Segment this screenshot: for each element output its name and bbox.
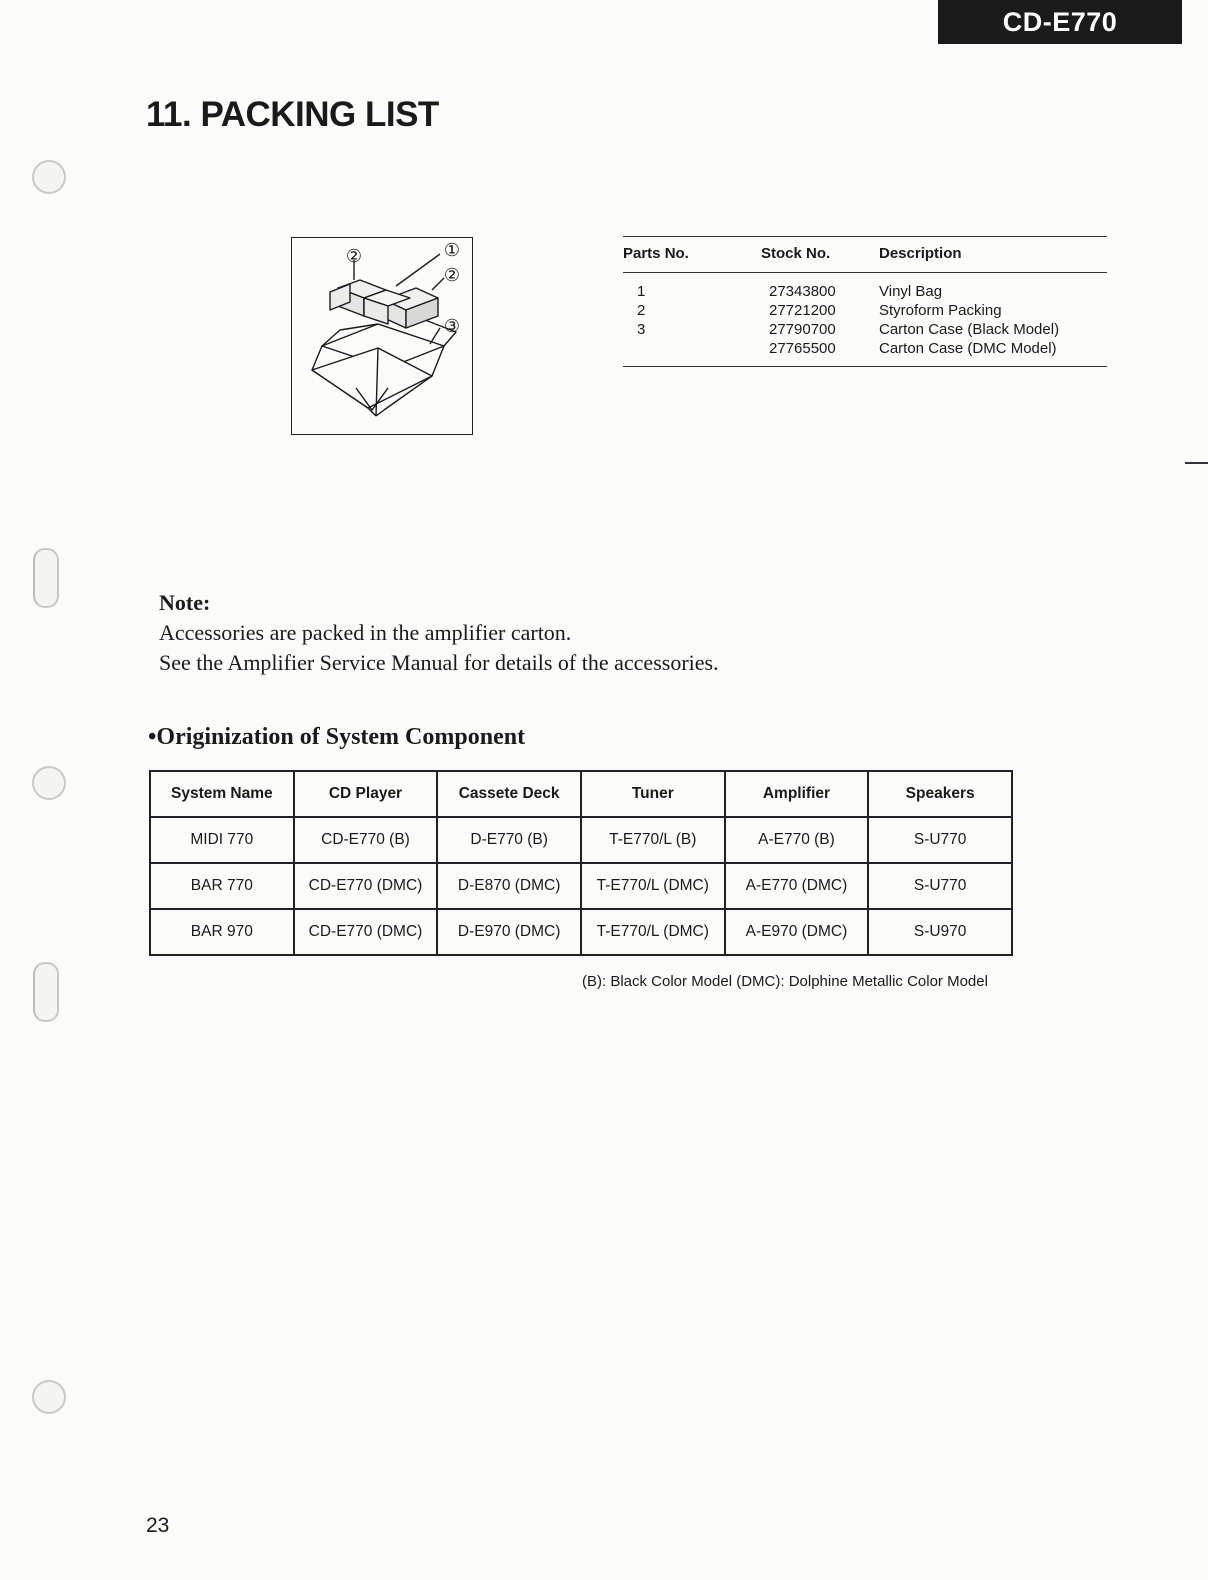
packing-illustration bbox=[291, 237, 473, 435]
column-header-stock-no: Stock No. bbox=[761, 237, 879, 273]
packing-parts-table bbox=[623, 236, 1107, 367]
parts-no-cell bbox=[623, 339, 761, 367]
description-cell: Carton Case (DMC Model) bbox=[879, 340, 1057, 357]
cassete-deck-cell: D-E970 (DMC) bbox=[437, 909, 581, 955]
callout-1: ① bbox=[443, 240, 461, 261]
cassete-deck-cell: D-E770 (B) bbox=[437, 817, 581, 863]
callout-2-left: ② bbox=[345, 246, 363, 267]
punch-hole bbox=[32, 160, 66, 194]
tuner-cell: T-E770/L (DMC) bbox=[581, 863, 725, 909]
table-row bbox=[623, 339, 1107, 367]
system-component-table bbox=[149, 770, 1013, 956]
table-row bbox=[150, 817, 1012, 863]
amplifier-cell: A-E770 (B) bbox=[725, 817, 869, 863]
note-line: See the Amplifier Service Manual for details of the accessories. bbox=[159, 650, 719, 675]
note-line: Accessories are packed in the amplifier carton. bbox=[159, 620, 572, 645]
note-heading: Note: bbox=[159, 590, 211, 615]
margin-tick-mark bbox=[1185, 462, 1208, 464]
column-header-speakers: Speakers bbox=[868, 771, 1012, 817]
cd-player-cell: CD-E770 (B) bbox=[294, 817, 438, 863]
speakers-cell: S-U970 bbox=[868, 909, 1012, 955]
stock-no-cell: 27790700 bbox=[769, 321, 836, 338]
table-header-row bbox=[150, 771, 1012, 817]
parts-no-cell: 2 bbox=[637, 302, 646, 319]
stock-no-cell: 27343800 bbox=[769, 283, 836, 300]
amplifier-cell: A-E770 (DMC) bbox=[725, 863, 869, 909]
parts-no-cell: 1 bbox=[637, 283, 646, 300]
model-badge: CD-E770 bbox=[938, 0, 1182, 44]
description-cell: Styroform Packing bbox=[879, 302, 1002, 319]
table-row bbox=[623, 273, 1107, 302]
cd-player-cell: CD-E770 (DMC) bbox=[294, 909, 438, 955]
system-name-cell: BAR 770 bbox=[150, 863, 294, 909]
description-cell: Vinyl Bag bbox=[879, 283, 943, 300]
punch-hole bbox=[32, 1380, 66, 1414]
table-row bbox=[623, 301, 1107, 320]
speakers-cell: S-U770 bbox=[868, 863, 1012, 909]
callout-2-right: ② bbox=[443, 265, 461, 286]
column-header-system-name: System Name bbox=[150, 771, 294, 817]
table-header-row bbox=[623, 237, 1107, 273]
stock-no-cell: 27765500 bbox=[769, 340, 836, 357]
description-cell: Carton Case (Black Model) bbox=[879, 321, 1060, 338]
punch-hole bbox=[33, 548, 59, 608]
cd-player-cell: CD-E770 (DMC) bbox=[294, 863, 438, 909]
parts-no-cell: 3 bbox=[637, 321, 646, 338]
column-header-amplifier: Amplifier bbox=[725, 771, 869, 817]
table-row bbox=[150, 909, 1012, 955]
table-row bbox=[623, 320, 1107, 339]
cassete-deck-cell: D-E870 (DMC) bbox=[437, 863, 581, 909]
tuner-cell: T-E770/L (B) bbox=[581, 817, 725, 863]
callout-3: ③ bbox=[443, 316, 461, 337]
speakers-cell: S-U770 bbox=[868, 817, 1012, 863]
system-name-cell: MIDI 770 bbox=[150, 817, 294, 863]
table-row bbox=[150, 863, 1012, 909]
column-header-tuner: Tuner bbox=[581, 771, 725, 817]
system-component-title: •Originization of System Component bbox=[148, 724, 526, 750]
color-model-legend: (B): Black Color Model (DMC): Dolphine Metallic Color Model bbox=[582, 973, 988, 990]
column-header-cd-player: CD Player bbox=[294, 771, 438, 817]
page-number: 23 bbox=[146, 1514, 170, 1537]
column-header-cassete-deck: Cassete Deck bbox=[437, 771, 581, 817]
accessories-note bbox=[159, 588, 719, 678]
stock-no-cell: 27721200 bbox=[769, 302, 836, 319]
column-header-description: Description bbox=[879, 237, 1107, 273]
page-title: 11. PACKING LIST bbox=[146, 95, 439, 134]
amplifier-cell: A-E970 (DMC) bbox=[725, 909, 869, 955]
column-header-parts-no: Parts No. bbox=[623, 237, 761, 273]
packing-box-drawing bbox=[292, 238, 472, 434]
punch-hole bbox=[32, 766, 66, 800]
punch-hole bbox=[33, 962, 59, 1022]
system-name-cell: BAR 970 bbox=[150, 909, 294, 955]
tuner-cell: T-E770/L (DMC) bbox=[581, 909, 725, 955]
